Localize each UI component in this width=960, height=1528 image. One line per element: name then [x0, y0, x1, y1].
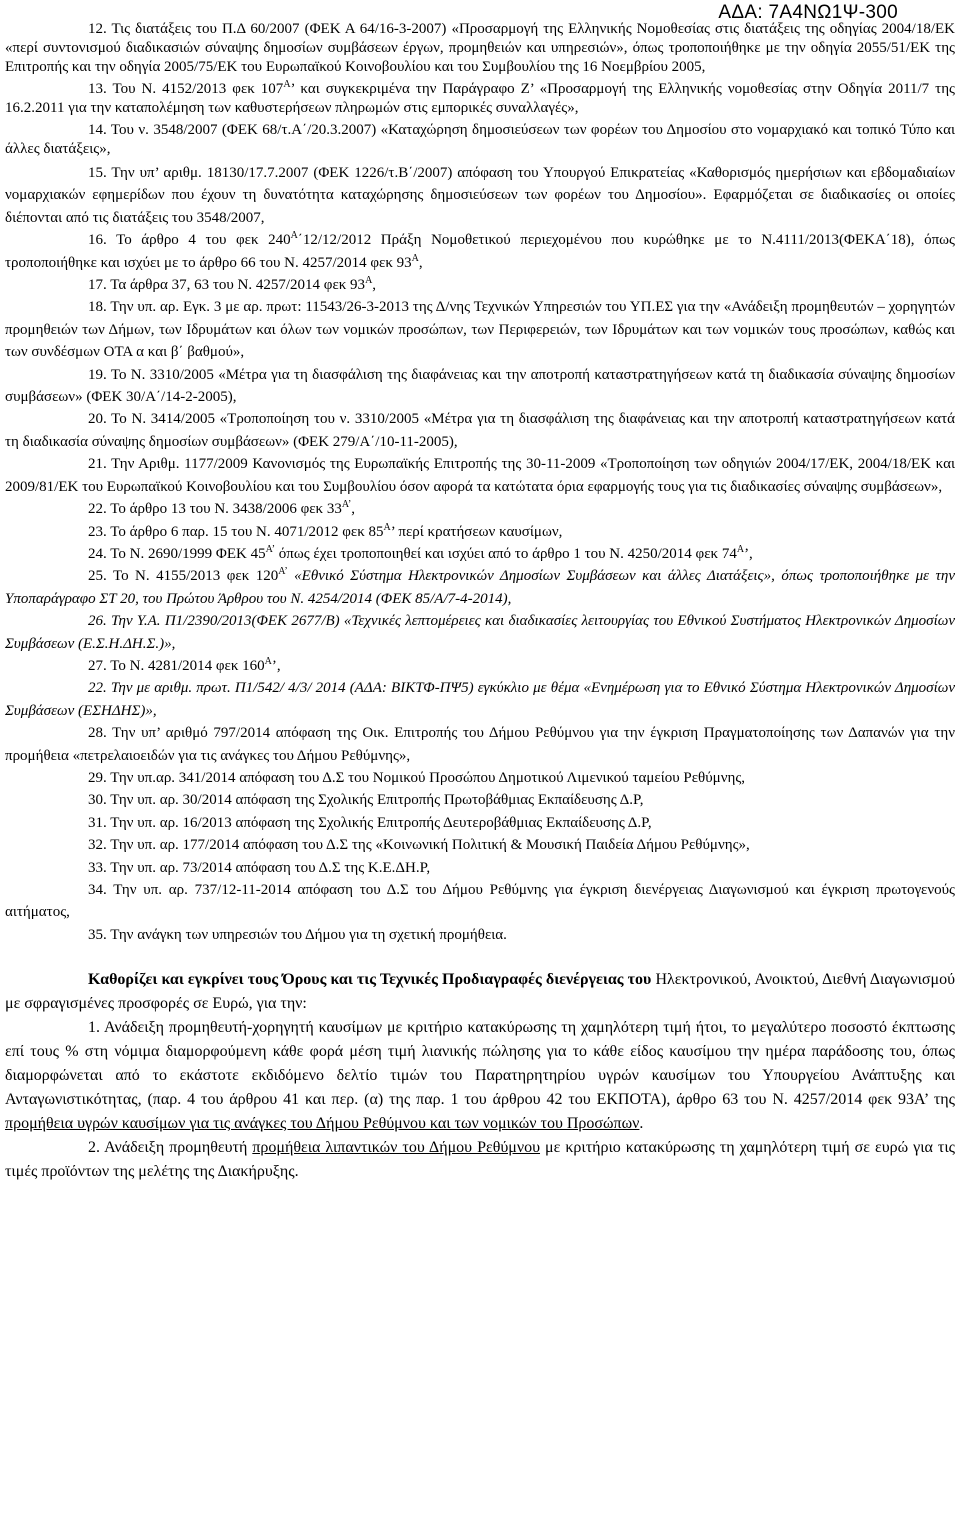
item-text: 24. Το Ν. 2690/1999 ΦΕΚ 45 [88, 545, 266, 562]
list-item-30: 30. Την υπ. αρ. 30/2014 απόφαση της Σχολικής Επιτροπής Πρωτοβάθμιας Εκπαίδευσης Δ.Ρ, [88, 792, 644, 809]
item-text-italic: «Εθνικό Σύστημα Ηλεκτρονικών Δημοσίων Συμβάσεων και άλλες Διατάξεις», όπως τροποποιήθηκε με την Υποπαράγραφο ΣΤ 20, του Πρώτου Άρθρου του Ν. 4254/2014 (ΦΕΚ 85/Α/7-4-2014), [5, 568, 955, 607]
item-text: ’ και συγκεκριμένα την Παράγραφο Ζ’ «Προσαρμογή της Ελληνικής νομοθεσίας στην Οδηγία 2011/7 της 16.2.2011 για την καταπολέμηση των καθυστερήσεων πληρωμών στις εμπορικές συναλλαγές», [5, 81, 955, 116]
document-body [5, 20, 955, 1184]
list-item-34: 34. Την υπ. αρ. 737/12-11-2014 απόφαση του Δ.Σ του Δήμου Ρεθύμνης για έγκριση διενέργειας Διαγωνισμού και έγκριση πρωτογενούς αιτήματος, [5, 882, 955, 921]
list-item-16 [5, 229, 955, 274]
list-item-24 [5, 543, 955, 565]
item-text: 17. Τα άρθρα 37, 63 του Ν. 4257/2014 φεκ 93 [88, 277, 366, 294]
item-text: ’, [271, 657, 281, 674]
superscript: Α [365, 275, 373, 287]
list-item-25 [5, 565, 955, 610]
decision-heading [5, 968, 955, 1016]
superscript: Α [736, 543, 745, 555]
list-item-23 [5, 521, 955, 543]
list-item-21: 21. Την Αριθμ. 1177/2009 Κανονισμός της Ευρωπαϊκής Επιτροπής της 30-11-2009 «Τροποποίηση των οδηγιών 2004/17/ΕΚ, 2004/18/ΕΚ και 2009/81/ΕΚ του Ευρωπαϊκού Κοινοβουλίου και του Συμβουλίου όσον αφορά τα κατώτατα όρια εφαρμογής τους για τις διαδικασίες σύναψης συμβάσεων», [5, 456, 955, 495]
item-text: ’, [744, 545, 753, 562]
superscript: Α [411, 252, 419, 264]
superscript: Α’ [265, 543, 276, 555]
list-item-35: 35. Την ανάγκη των υπηρεσιών του Δήμου για τη σχετική προμήθεια. [88, 926, 507, 943]
item-text: 27. Το Ν. 4281/2014 φεκ 160 [88, 657, 265, 674]
list-item-32: 32. Την υπ. αρ. 177/2014 απόφαση του Δ.Σ της «Κοινωνική Πολιτική & Μουσική Παιδεία Δήμου Ρεθύμνης», [88, 837, 750, 854]
point-text: . [639, 1115, 644, 1133]
superscript: Α [283, 79, 291, 90]
point-underlined: προμήθεια λιπαντικών του Δήμου Ρεθύμνου [252, 1139, 541, 1157]
list-item-28: 28. Την υπ’ αριθμό 797/2014 απόφαση της Οικ. Επιτροπής του Δήμου Ρεθύμνου για την έγκριση Πραγματοποίησης των Δαπανών για την προμήθεια «πετρελαιοειδών για τις ανάγκες του Δήμου Ρεθύμνης», [5, 725, 955, 764]
point-text: με κριτήριο κατακύρωσης τη χαμηλότερη τιμή σε ευρώ για τις τιμές προϊόντων της μελέτης της Διακήρυξης. [5, 1139, 955, 1181]
list-item-31: 31. Την υπ. αρ. 16/2013 απόφαση της Σχολικής Επιτροπής Δευτεροβάθμιας Εκπαίδευσης Δ.Ρ, [88, 814, 652, 831]
item-text: ’ περί κρατήσεων καυσίμων, [390, 523, 563, 540]
item-text: , [372, 277, 377, 294]
list-item-17 [5, 274, 955, 296]
heading-text: Ηλεκτρονικού, Ανοικτού, Διεθνή Διαγωνισμού με σφραγισμένες προσφορές σε Ευρώ, για την: [5, 971, 956, 1013]
point-underlined: προμήθεια υγρών καυσίμων για τις ανάγκες του Δήμου Ρεθύμνου και των νομικών του Προσώπων [5, 1115, 640, 1133]
list-item-26: 26. Την Υ.Α. Π1/2390/2013(ΦΕΚ 2677/Β) «Τεχνικές λεπτομέρειες και διαδικασίες λειτουργίας του Εθνικού Συστήματος Ηλεκτρονικών Δημοσίων Συμβάσεων (Ε.Σ.Η.ΔΗ.Σ.)», [5, 613, 955, 652]
item-text: όπως έχει τροποποιηθεί και ισχύει από το άρθρο 1 του Ν. 4250/2014 φεκ 74 [275, 545, 737, 562]
list-item-13 [5, 80, 955, 118]
point-text: 1. Ανάδειξη προμηθευτή-χορηγητή καυσίμων με κριτήριο κατακύρωσης τη χαμηλότερη τιμή ήτοι, το μεγαλύτερο ποσοστό έκπτωσης επί τους % στη νόμιμα διαμορφούμενη κάθε φορά μέση τιμή λιανικής πώλησης για το κάθε είδος καυσίμου την ημέρα παράδοσης του, όπως διαμορφώνεται από το εκάστοτε εκδιδόμενο δελτίο τιμών του Παρατηρητηρίου υγρών καυσίμων του Υπουργείου Ανάπτυξης και Ανταγωνιστικότητας, (παρ. 4 του άρθρου 41 και περ. (α) της παρ. 1 του άρθρου 42 του ΕΚΠΟΤΑ), άρθρο 63 του Ν. 4257/2014 φεκ 93Α’ της [5, 1019, 955, 1109]
list-item-27 [5, 655, 955, 677]
superscript: Α [290, 230, 298, 242]
item-text: 16. Το άρθρο 4 του φεκ 240 [88, 232, 291, 249]
point-1 [5, 1016, 955, 1136]
point-text: 2. Ανάδειξη προμηθευτή [88, 1139, 253, 1157]
item-text: 13. Του Ν. 4152/2013 φεκ 107 [88, 81, 284, 97]
list-item-29: 29. Την υπ.αρ. 341/2014 απόφαση του Δ.Σ του Νομικού Προσώπου Δημοτικού Λιμενικού ταμείου Ρεθύμνης, [88, 769, 746, 786]
list-item-20: 20. Το Ν. 3414/2005 «Τροποποίηση του ν. 3310/2005 «Μέτρα για τη διασφάλιση της διαφάνειας και την αποτροπή καταστρατηγήσεων κατά τη διαδικασία σύναψης δημοσίων συμβάσεων» (ΦΕΚ 279/Α΄/10-11-2005), [5, 411, 955, 450]
item-text: 25. Το Ν. 4155/2013 φεκ 120 [88, 568, 279, 585]
item-text: , [351, 501, 356, 518]
list-item-19: 19. Το Ν. 3310/2005 «Μέτρα για τη διασφάλιση της διαφάνειας και την αποτροπή καταστρατηγήσεων κατά τη διαδικασία σύναψης δημοσίων συμβάσεων» (ΦΕΚ 30/Α΄/14-2-2005), [5, 366, 955, 406]
list-item-22b: 22. Την με αριθμ. πρωτ. Π1/542/ 4/3/ 2014 (ΑΔΑ: ΒΙΚΤΦ-ΠΨ5) εγκύκλιο με θέμα «Ενημέρωση για το Εθνικό Σύστημα Ηλεκτρονικών Δημοσίων Συμβάσεων (ΕΣΗΔΗΣ)», [5, 680, 955, 719]
superscript: Α’ [278, 566, 288, 578]
list-item-15: 15. Την υπ’ αριθμ. 18130/17.7.2007 (ΦΕΚ 1226/τ.Β΄/2007) απόφαση του Υπουργού Επικρατείας «Καθορισμός ημερήσιων και εβδομαδιαίων νομαρχιακών εφημερίδων που έχουν τη δυνατότητα καταχώρησης δημοσιεύσεων των φορέων του Δημοσίου». Εφαρμόζεται σε διαδικασίες οι οποίες διέπονται από τις διατάξεις του 3548/2007, [5, 165, 955, 226]
heading-bold: Καθορίζει και εγκρίνει τους Όρους και τις Τεχνικές Προδιαγραφές διενέργειας του [88, 971, 652, 989]
item-text: 22. Το άρθρο 13 του Ν. 3438/2006 φεκ 33 [88, 501, 342, 518]
list-item-33: 33. Την υπ. αρ. 73/2014 απόφαση του Δ.Σ της Κ.Ε.ΔΗ.Ρ, [88, 859, 431, 876]
item-text: ΄12/12/2012 Πράξη Νομοθετικού περιεχομένου που κυρώθηκε με το Ν.4111/2013(ΦΕΚΑ΄18), όπως τροποποιήθηκε και ισχύει με το άρθρο 66 του Ν. 4257/2014 φεκ 93 [5, 232, 955, 271]
list-item-12: 12. Τις διατάξεις του Π.Δ 60/2007 (ΦΕΚ Α 64/16-3-2007) «Προσαρμογή της Ελληνικής Νομοθεσίας στις διατάξεις της οδηγίας 2004/18/ΕΚ «περί συντονισμού διαδικασιών σύναψης δημοσίων συμβάσεων έργων, προμηθειών και υπηρεσιών», όπως τροποποιήθηκε με την οδηγία 2055/51/ΕΚ της Επιτροπής και την οδηγία 2005/75/ΕΚ του Ευρωπαϊκού Κοινοβουλίου και του Συμβουλίου της 16 Νοεμβρίου 2005, [5, 21, 955, 75]
point-2 [5, 1136, 955, 1184]
list-item-22 [5, 498, 955, 520]
superscript: Α [383, 521, 391, 533]
list-item-14: 14. Του ν. 3548/2007 (ΦΕΚ 68/τ.Α΄/20.3.2007) «Καταχώρηση δημοσιεύσεων των φορέων του Δημοσίου στο νομαρχιακό και τοπικό Τύπο και άλλες διατάξεις», [5, 122, 955, 157]
ada-code: ΑΔΑ: 7Α4ΝΩ1Ψ-300 [718, 2, 898, 23]
item-text: 23. Το άρθρο 6 παρ. 15 του Ν. 4071/2012 φεκ 85 [88, 523, 384, 540]
list-item-18: 18. Την υπ. αρ. Εγκ. 3 με αρ. πρωτ: 11543/26-3-2013 της Δ/νης Τεχνικών Υπηρεσιών του ΥΠ.ΕΣ για την «Ανάδειξη προμηθευτών – χορηγητών προμηθειών των Δήμων, των Ιδρυμάτων και όλων των νομικών προσώπων, των Περιφερειών, των Ιδρυμάτων και των νομικών τους προσώπων, καθώς και των συνδέσμων ΟΤΑ α και β΄ βαθμού», [5, 299, 955, 361]
superscript: Α [264, 655, 272, 667]
item-text: , [418, 254, 423, 271]
superscript: Α’ [341, 499, 352, 511]
